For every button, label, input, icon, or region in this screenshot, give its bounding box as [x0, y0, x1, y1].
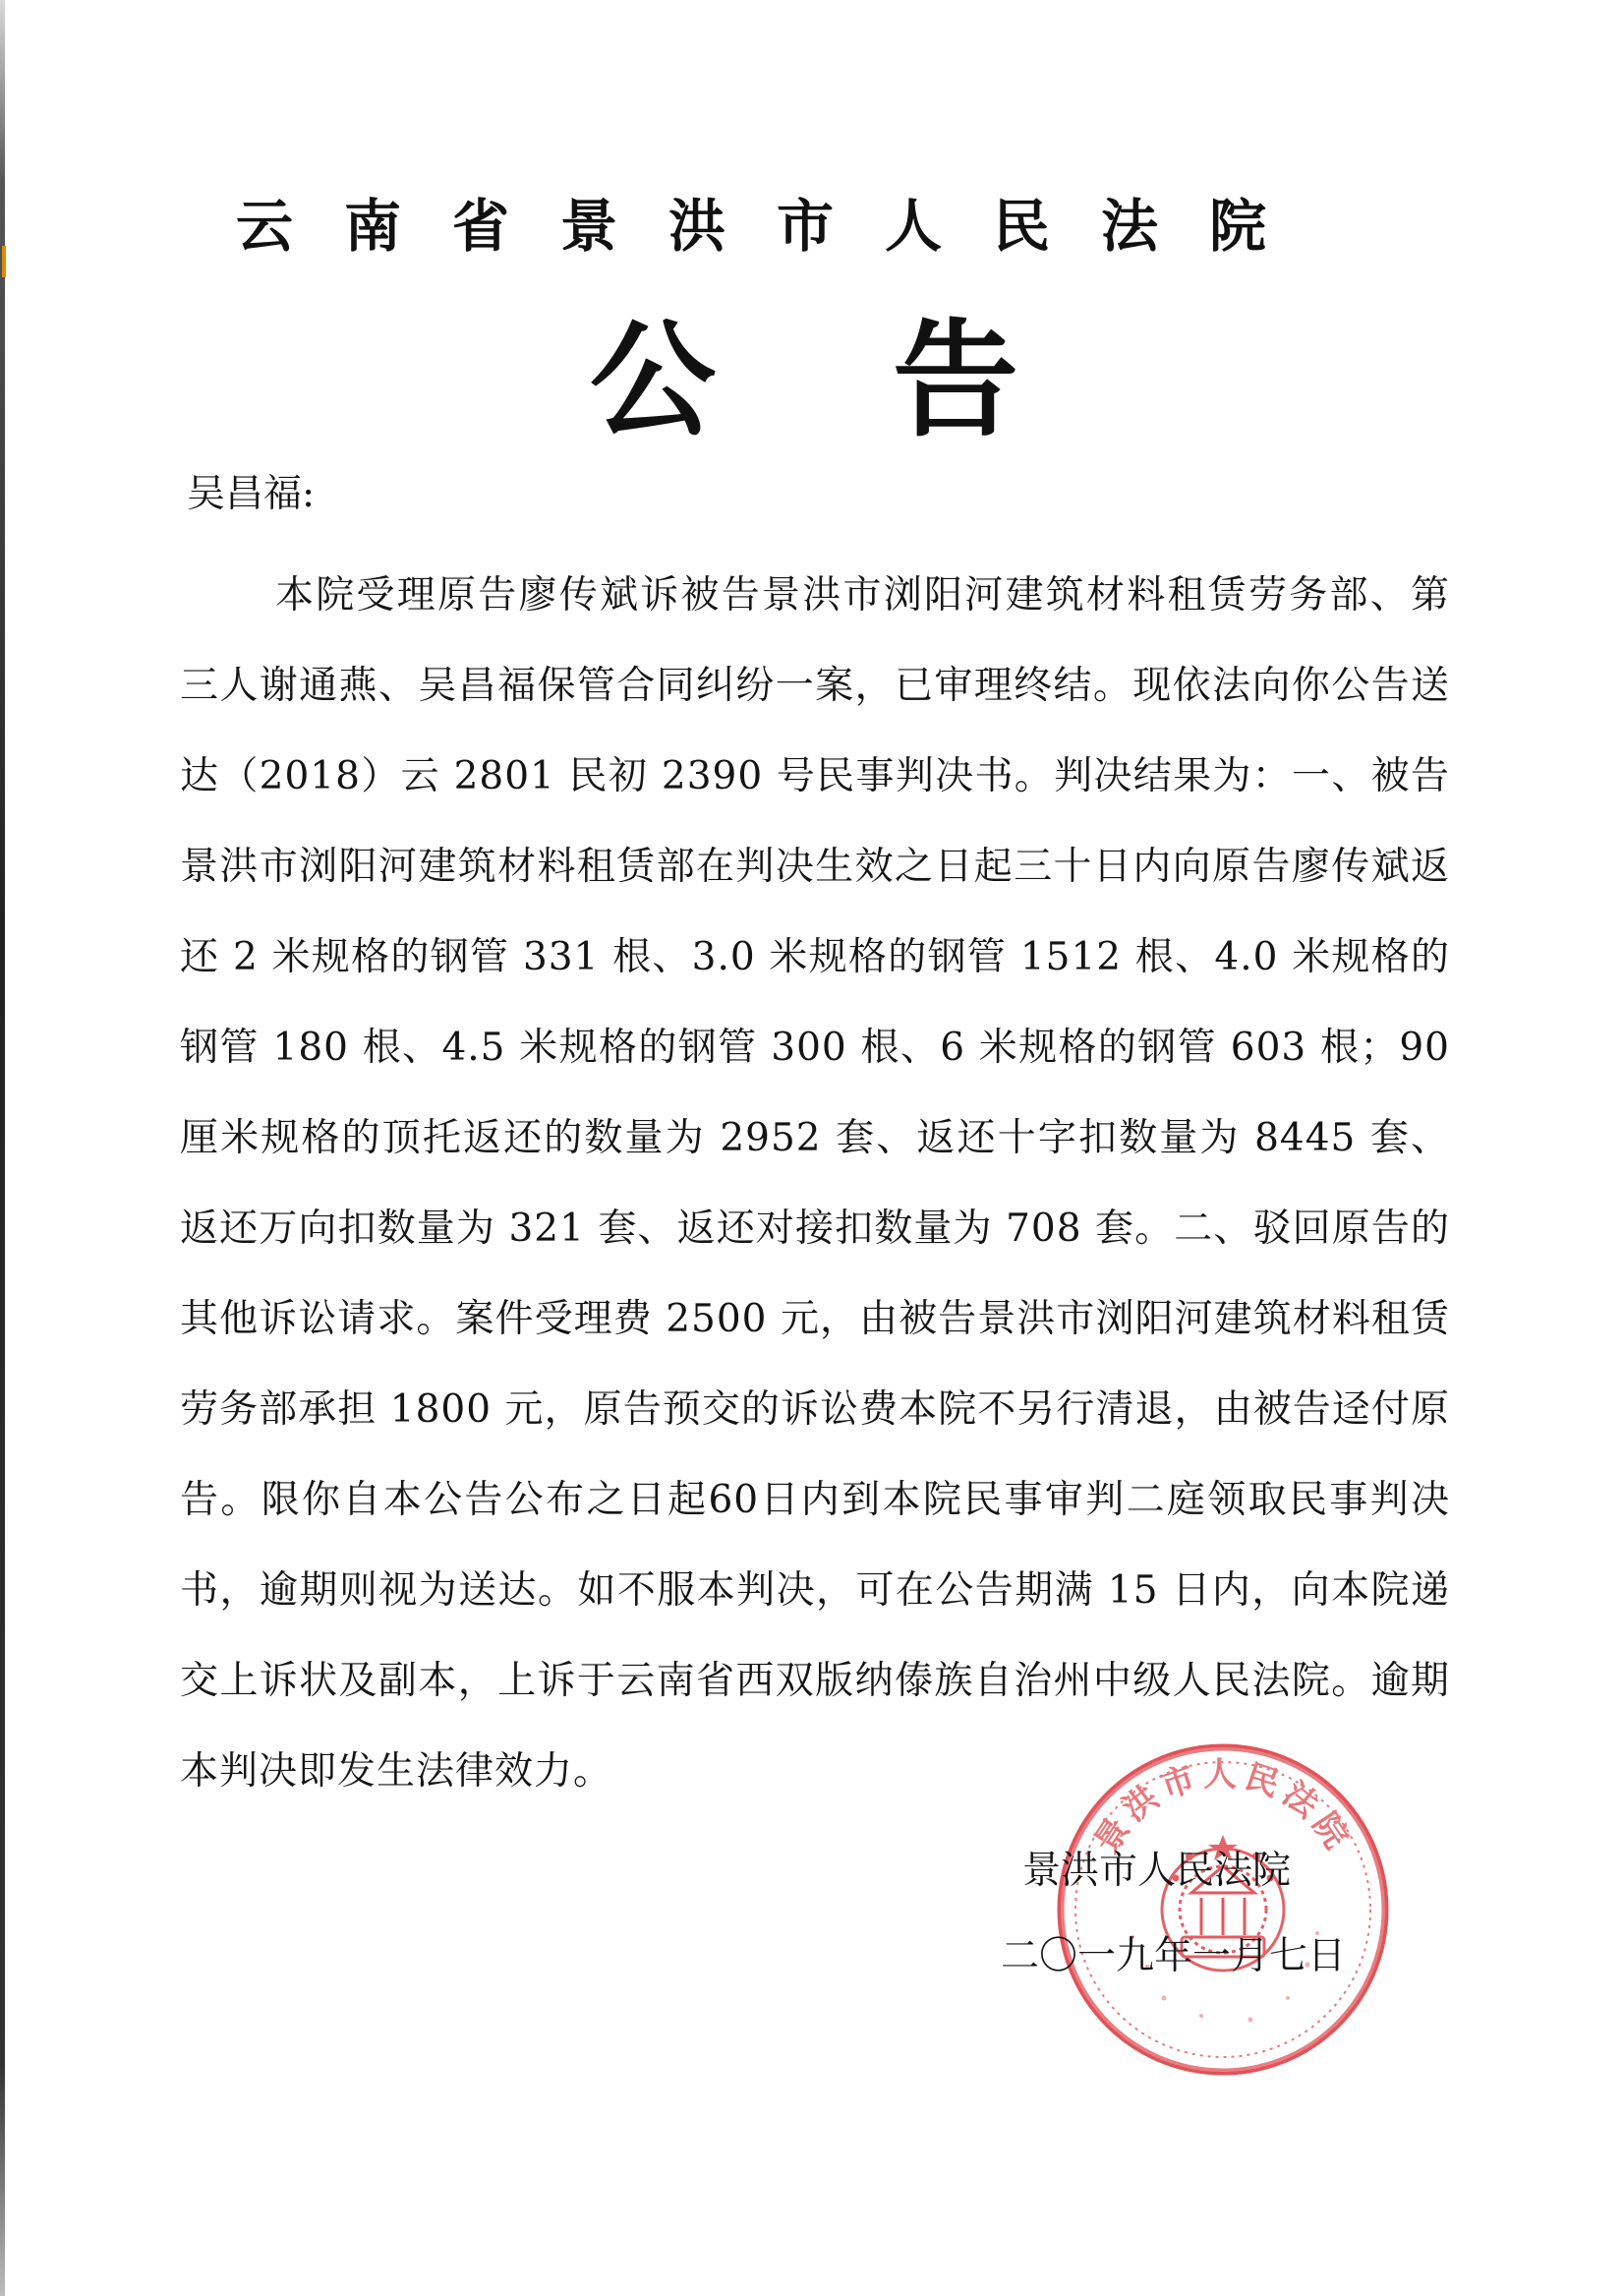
- notice-body: 本院受理原告廖传斌诉被告景洪市浏阳河建筑材料租赁劳务部、第三人谢通燕、吴昌福保管合同纠纷一案，已审理终结。现依法向你公告送达（2018）云 2801 民初 2390 号民事判决书。判决结果为：一、被告景洪市浏阳河建筑材料租赁部在判决生效之日起三十日内向原告廖传斌返还 2 米规格的钢管 331 根、3.0 米规格的钢管 1512 根、4.0 米规格的钢管 180 根、4.5 米规格的钢管 300 根、6 米规格的钢管 603 根；90 厘米规格的顶托返还的数量为 2952 套、返还十字扣数量为 8445 套、返还万向扣数量为 321 套、返还对接扣数量为 708 套。二、驳回原告的其他诉讼请求。案件受理费 2500 元，由被告景洪市浏阳河建筑材料租赁劳务部承担 1800 元，原告预交的诉讼费本院不另行清退，由被告迳付原告。限你自本公告公布之日起60日内到本院民事审判二庭领取民事判决书，逾期则视为送达。如不服本判决，可在公告期满 15 日内，向本院递交上诉状及副本，上诉于云南省西双版纳傣族自治州中级人民法院。逾期本判决即发生法律效力。: [180, 573, 1450, 1794]
- court-seal-stamp: [1054, 1740, 1393, 2080]
- signature-court: 景洪市人民法院: [1022, 1849, 1292, 1893]
- document-title: 公告: [590, 307, 1195, 454]
- scan-edge-mark: [2, 246, 6, 277]
- addressee: 吴昌福:: [187, 472, 316, 516]
- scan-left-edge: [0, 0, 5, 2296]
- court-name-heading: 云南省景洪市人民法院: [236, 193, 1318, 260]
- signature-date: 二〇一九年一月七日: [1001, 1934, 1347, 1978]
